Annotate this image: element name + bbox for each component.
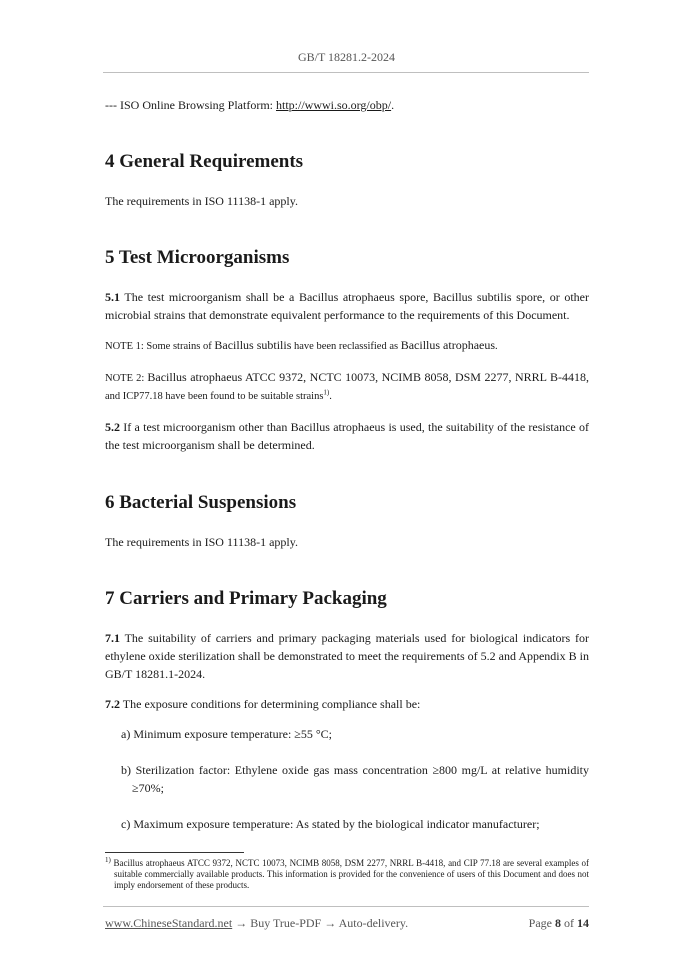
clause-number: 5.1: [105, 290, 120, 304]
section-5-heading: 5 Test Microorganisms: [105, 247, 290, 268]
section-6-heading: 6 Bacterial Suspensions: [105, 492, 297, 513]
page-header: GB/T 18281.2-2024: [297, 50, 396, 64]
list-item-b: b) Sterilization factor: Ethylene oxide gas mass concentration ≥800 mg/L at relative humidity ≥70%;: [121, 763, 589, 795]
section-6-text: The requirements in ISO 11138-1 apply.: [105, 535, 298, 549]
clause-number: 7.1: [105, 631, 120, 645]
list-item-c: c) Maximum exposure temperature: As stated by the biological indicator manufacturer;: [121, 817, 540, 831]
footnote-mark: 1): [105, 856, 111, 864]
footer-promo: → Buy True-PDF → Auto-delivery.: [232, 916, 409, 930]
section-4-heading: 4 General Requirements: [105, 151, 304, 172]
document-body: [105, 96, 589, 833]
note-2: NOTE 2: Bacillus atrophaeus ATCC 9372, NCTC 10073, NCIMB 8058, DSM 2277, NRRL B-4418, and ICP77.18 have been found to be suitable strains$^{1)}$.: [105, 370, 589, 402]
site-link[interactable]: www.ChineseStandard.net: [105, 916, 233, 930]
clause-number: 5.2: [105, 420, 120, 434]
note-1: NOTE 1: Some strains of Bacillus subtilis have been reclassified as Bacillus atrophaeus.: [105, 338, 498, 352]
footer-left: [105, 916, 408, 931]
header-divider: [103, 72, 589, 73]
section-4-text: The requirements in ISO 11138-1 apply.: [105, 194, 298, 208]
footer-divider: [103, 906, 589, 907]
obp-link[interactable]: http://wwwi.so.org/obp/: [275, 98, 392, 112]
section-7-heading: 7 Carriers and Primary Packaging: [105, 588, 387, 609]
clause-5-1: 5.1 The test microorganism shall be a Bacillus atrophaeus spore, Bacillus subtilis spore, or other microbial strains that demonstrate equivalent performance to the requirements of this Document.: [105, 290, 589, 322]
clause-7-2: 7.2 The exposure conditions for determining compliance shall be:: [105, 697, 421, 711]
list-item-a: a) Minimum exposure temperature: ≥55 °C;: [121, 727, 333, 741]
intro-line: --- ISO Online Browsing Platform: http://wwwi.so.org/obp/.: [105, 98, 395, 112]
footnote-ref: 1): [323, 388, 330, 397]
page-number: Page 8 of 14: [528, 916, 589, 930]
intro-prefix: --- ISO Online Browsing Platform:: [105, 98, 276, 112]
footnote-divider: [105, 852, 244, 853]
footnote-text: Bacillus atrophaeus ATCC 9372, NCTC 10073, NCIMB 8058, DSM 2277, NRRL B-4418, and CIP 77.18 are several examples of suitable commercially available products. This information is provided for the convenience of users of this Document and does not imply endorsement of these products.: [110, 858, 589, 890]
clause-number: 7.2: [105, 697, 120, 711]
clause-5-2: 5.2 If a test microorganism other than Bacillus atrophaeus is used, the suitability of the resistance of the test microorganism shall be determined.: [105, 420, 589, 452]
clause-7-1: 7.1 The suitability of carriers and primary packaging materials used for biological indicators for ethylene oxide sterilization shall be demonstrated to meet the requirements of 5.2 and Appendix B in GB/T 18281.1-2024.: [105, 631, 589, 681]
footnote: [105, 858, 589, 891]
